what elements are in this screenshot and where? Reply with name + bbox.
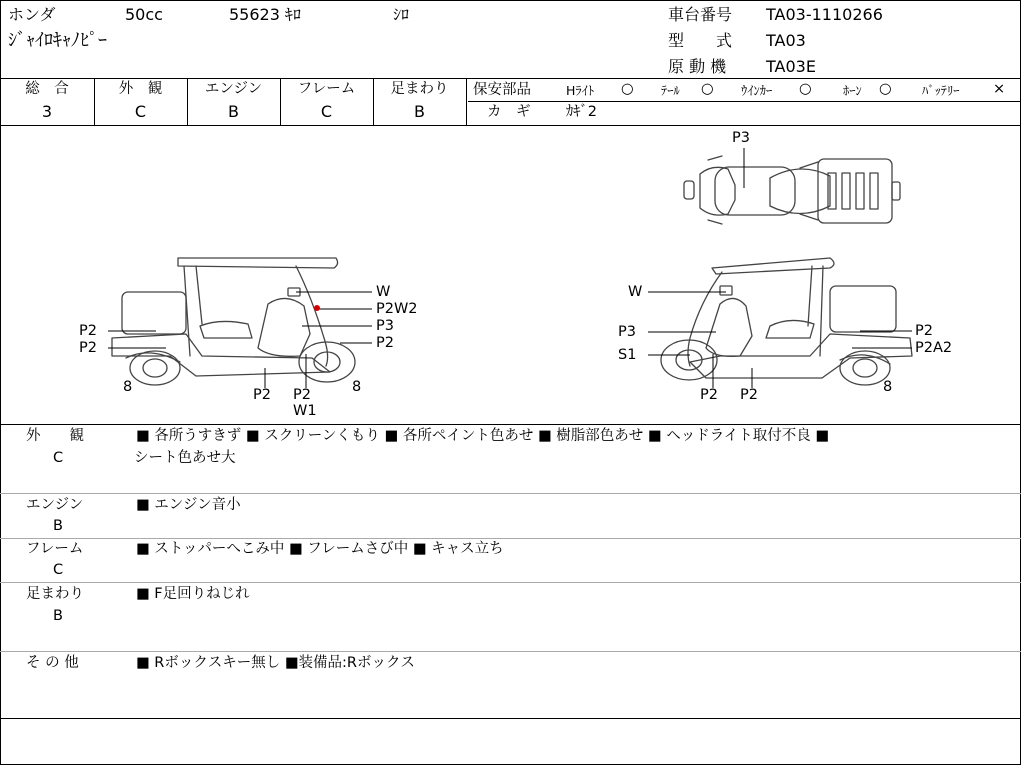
note-grade: B xyxy=(53,608,63,624)
key-label: カ ギ xyxy=(487,104,531,120)
note-grade: C xyxy=(52,562,64,578)
grade-label: 足まわり xyxy=(390,81,449,97)
diagram-label: 8 xyxy=(883,379,893,395)
diagram-bottom-border xyxy=(0,424,1021,425)
note-text-continued: シート色あせ大 xyxy=(134,450,236,466)
displacement: 50cc xyxy=(125,5,163,24)
note-grade: B xyxy=(53,518,63,534)
notes-bottom-border xyxy=(0,718,1021,719)
note-category: エンジン xyxy=(26,497,84,513)
diagram-label: P3 xyxy=(732,130,750,146)
diagram-label: W xyxy=(628,284,643,300)
diagram-label: P2 xyxy=(293,387,311,403)
type-label: 型 式 xyxy=(668,31,733,50)
diagram-label: S1 xyxy=(618,347,637,363)
safety-row-divider xyxy=(468,101,1021,102)
note-text: ■ 各所うすきず ■ スクリーンくもり ■ 各所ペイント色あせ ■ 樹脂部色あせ ■ ヘッドライト取付不良 ■ xyxy=(136,428,830,444)
frame-no-label: 車台番号 xyxy=(668,5,733,24)
safety-item-status: ○ xyxy=(701,81,714,97)
safety-item-name: Hﾗｲﾄ xyxy=(566,83,595,98)
safety-item-name: ﾊﾞｯﾃﾘｰ xyxy=(922,83,960,98)
diagram-label: W1 xyxy=(293,403,317,419)
diagram-label: P2 xyxy=(915,323,933,339)
safety-item-status: ○ xyxy=(879,81,892,97)
safety-item-status: ○ xyxy=(621,81,634,97)
note-text: ■ Rボックスキー無し ■装備品:Rボックス xyxy=(136,655,415,671)
leader-lines xyxy=(108,148,912,388)
damage-marker xyxy=(314,305,320,311)
grade-label: フレーム xyxy=(297,81,356,97)
engine-label: 原 動 機 xyxy=(668,57,727,76)
safety-item-name: ﾎｰﾝ xyxy=(843,83,862,98)
diagram-label: P2W2 xyxy=(376,301,418,317)
top-view-drawing xyxy=(684,156,900,224)
grade-value: C xyxy=(134,102,147,121)
note-category: フレーム xyxy=(26,541,84,557)
left-view-drawing xyxy=(112,258,355,385)
note-divider xyxy=(0,538,1021,539)
diagram-label: P2 xyxy=(79,340,97,356)
diagram-label: P2 xyxy=(376,335,394,351)
note-grade: C xyxy=(52,450,64,466)
diagram-label: P2 xyxy=(253,387,271,403)
note-divider xyxy=(0,651,1021,652)
note-text: ■ F足回りねじれ xyxy=(136,586,250,602)
grade-label: 外 観 xyxy=(118,81,163,97)
maker: ホンダ xyxy=(8,5,56,24)
scooter-diagram xyxy=(0,126,1020,424)
grade-top-border xyxy=(0,78,1021,79)
grade-label: 総 合 xyxy=(25,81,69,97)
diagram-label: P2A2 xyxy=(915,340,953,356)
diagram-label: P2 xyxy=(700,387,718,403)
right-view-drawing xyxy=(661,258,912,385)
grade-value: C xyxy=(320,102,333,121)
note-category: 足まわり xyxy=(26,586,84,602)
note-text: ■ エンジン音小 xyxy=(136,497,241,513)
note-category: 外 観 xyxy=(26,428,84,444)
diagram-label: P3 xyxy=(376,318,394,334)
body-color: ｼﾛ xyxy=(393,5,410,24)
note-category: そ の 他 xyxy=(26,655,79,671)
note-divider xyxy=(0,582,1021,583)
safety-item-name: ﾃｰﾙ xyxy=(661,83,680,98)
grade-value: B xyxy=(414,102,425,121)
safety-item-status: × xyxy=(993,81,1006,97)
mileage: 55623 ｷﾛ xyxy=(229,5,301,24)
type-value: TA03 xyxy=(766,31,806,50)
safety-item-status: ○ xyxy=(799,81,812,97)
diagram-label: P2 xyxy=(79,323,97,339)
grade-value: B xyxy=(228,102,239,121)
safety-label: 保安部品 xyxy=(473,82,531,98)
note-text: ■ ストッパーへこみ中 ■ フレームさび中 ■ キャス立ち xyxy=(136,541,504,557)
engine-value: TA03E xyxy=(766,57,816,76)
safety-item-name: ｳｲﾝｶｰ xyxy=(741,83,773,98)
grade-label: エンジン xyxy=(204,81,263,97)
grade-divider xyxy=(466,78,467,125)
diagram-label: 8 xyxy=(352,379,362,395)
model-name: ｼﾞｬｲﾛｷｬﾉﾋﾟｰ xyxy=(8,30,107,51)
frame-no: TA03-1110266 xyxy=(766,5,883,24)
diagram-label: P3 xyxy=(618,324,636,340)
diagram-label: W xyxy=(376,284,391,300)
diagram-label: P2 xyxy=(740,387,758,403)
diagram-label: 8 xyxy=(123,379,133,395)
note-divider xyxy=(0,493,1021,494)
grade-value: 3 xyxy=(41,102,53,121)
key-value: ｶｷﾞ2 xyxy=(566,104,597,120)
